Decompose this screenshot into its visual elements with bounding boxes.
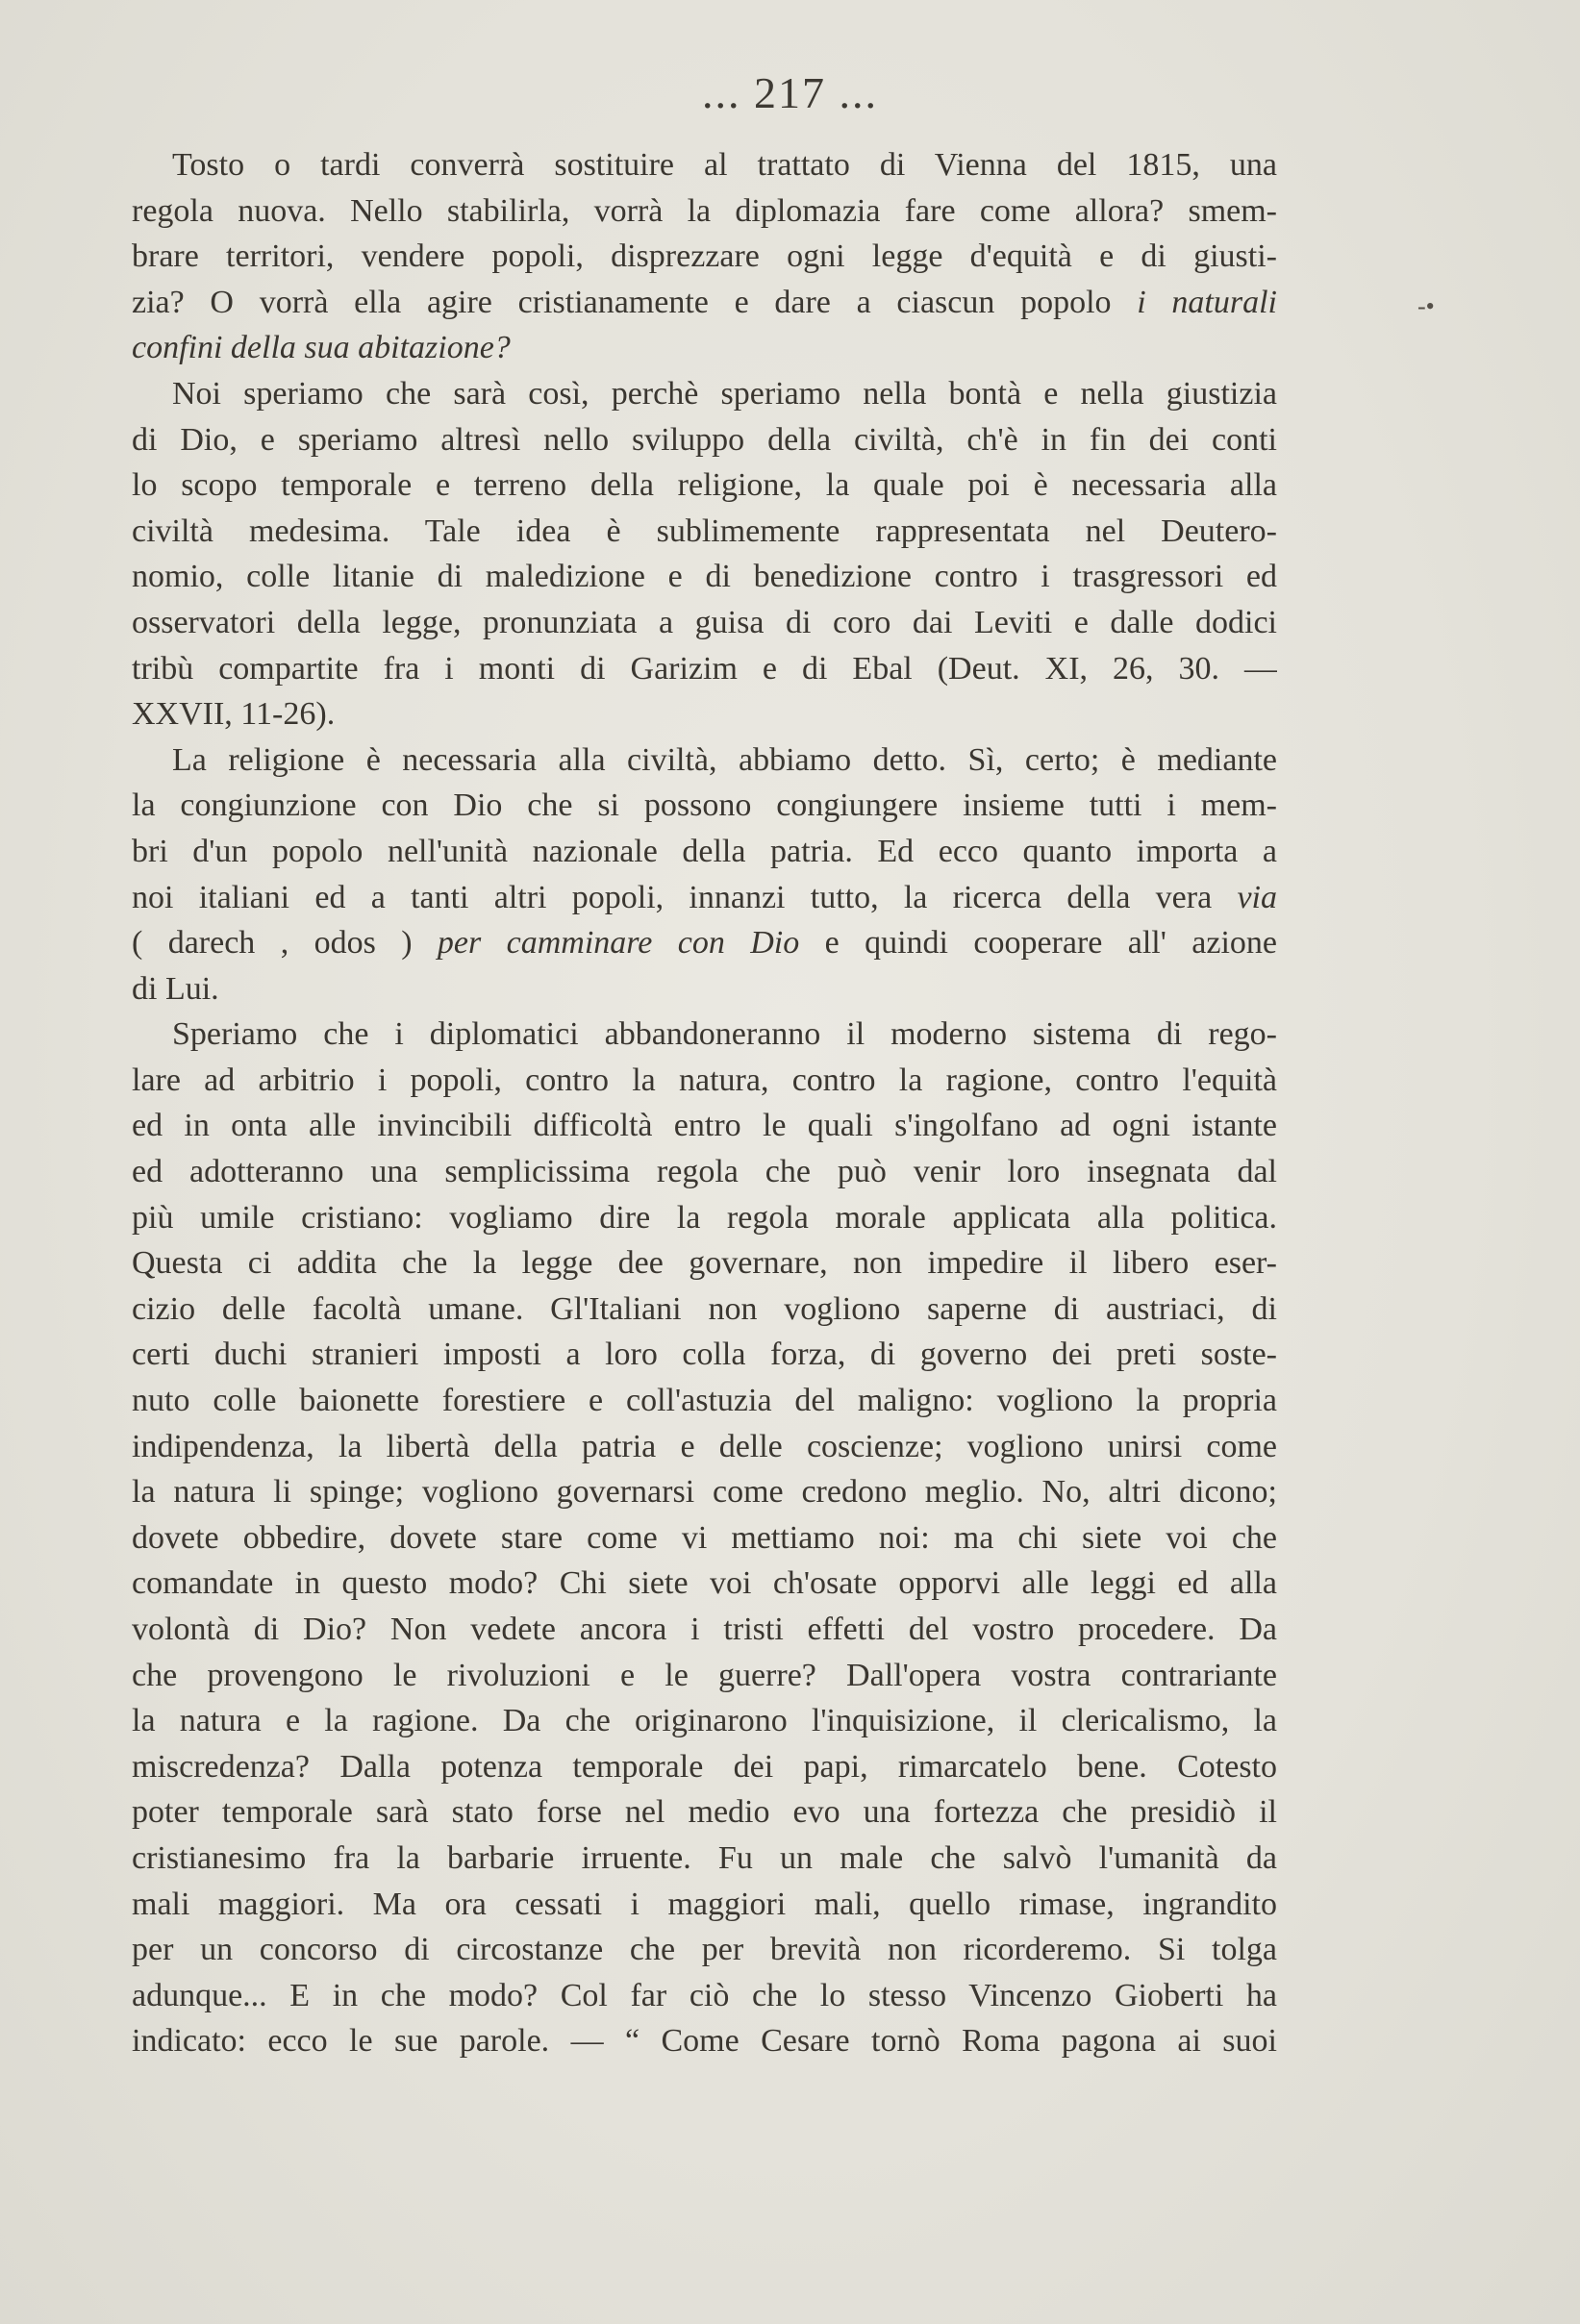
text-run: dovete obbedire, dovete stare come vi mettiamo noi: ma chi siete voi che — [132, 1519, 1277, 1556]
text-line — [132, 462, 1277, 509]
text-run: civiltà medesima. Tale idea è sublimemente rappresentata nel Deutero- — [132, 512, 1277, 549]
text-run: Speriamo che i diplomatici abbandoneranno il moderno sistema di rego- — [172, 1016, 1277, 1053]
text-run: ( darech , odos ) — [132, 925, 438, 962]
text-run: più umile cristiano: vogliamo dire la regola morale applicata alla politica. — [132, 1199, 1277, 1236]
text-line — [132, 1607, 1277, 1653]
margin-mark: -• — [1417, 292, 1435, 320]
text-run: comandate in questo modo? Chi siete voi ch'osate opporvi alle leggi ed alla — [132, 1565, 1277, 1602]
text-line — [132, 1424, 1277, 1470]
text-run: che provengono le rivoluzioni e le guerre? Dall'opera vostra contrariante — [132, 1657, 1277, 1693]
text-run: tribù compartite fra i monti di Garizim e di Ebal (Deut. XI, 26, 30. — — [132, 650, 1277, 687]
text-line — [132, 737, 1277, 784]
text-line — [132, 325, 1277, 371]
text-run: mali maggiori. Ma ora cessati i maggiori mali, quello rimase, ingrandito — [132, 1886, 1277, 1922]
italic-run: confini della sua abitazione? — [132, 330, 511, 366]
text-line — [132, 417, 1277, 463]
text-line — [132, 1378, 1277, 1424]
text-line — [132, 920, 1277, 966]
text-run: poter temporale sarà stato forse nel medio evo una fortezza che presidiò il — [132, 1794, 1277, 1831]
text-line — [132, 1287, 1277, 1333]
text-line — [132, 1332, 1277, 1378]
text-run: XXVII, 11-26). — [132, 696, 336, 733]
text-run: Questa ci addita che la legge dee governare, non impedire il libero eser- — [132, 1245, 1277, 1282]
text-line — [132, 600, 1277, 646]
italic-run: i naturali — [1137, 284, 1277, 320]
text-run: bri d'un popolo nell'unità nazionale della patria. Ed ecco quanto importa a — [132, 833, 1277, 869]
text-run: osservatori della legge, pronunziata a guisa di coro dai Leviti e dalle dodici — [132, 604, 1277, 640]
text-run: indicato: ecco le sue parole. — “ Come Cesare tornò Roma pagona ai suoi — [132, 2023, 1277, 2060]
text-line — [132, 280, 1277, 326]
text-run: adunque... E in che modo? Col far ciò che lo stesso Vincenzo Gioberti ha — [132, 1977, 1277, 2013]
text-line — [132, 1744, 1277, 1790]
text-line — [132, 875, 1277, 921]
text-line — [132, 966, 1277, 1012]
text-run: zia? O vorrà ella agire cristianamente e dare a ciascun popolo — [132, 284, 1138, 320]
text-line — [132, 1789, 1277, 1836]
text-line — [132, 1240, 1277, 1287]
text-line — [132, 1882, 1277, 1928]
text-run: nuto colle baionette forestiere e coll'astuzia del maligno: vogliono la propria — [132, 1383, 1277, 1419]
text-run: miscredenza? Dalla potenza temporale dei papi, rimarcatelo bene. Cotesto — [132, 1748, 1277, 1785]
text-run: regola nuova. Nello stabilirla, vorrà la diplomazia fare come allora? smem- — [132, 192, 1277, 229]
text-line — [132, 691, 1277, 737]
text-line — [132, 1058, 1277, 1104]
text-line — [132, 1515, 1277, 1562]
text-run: di Lui. — [132, 970, 219, 1007]
text-line — [132, 1012, 1277, 1058]
text-run: per un concorso di circostanze che per brevità non ricorderemo. Si tolga — [132, 1932, 1277, 1968]
text-line — [132, 1195, 1277, 1241]
text-run: ed in onta alle invincibili difficoltà entro le quali s'ingolfano ad ogni istante — [132, 1108, 1277, 1144]
text-line — [132, 1836, 1277, 1882]
text-line — [132, 142, 1277, 188]
text-run: cristianesimo fra la barbarie irruente. Fu un male che salvò l'umanità da — [132, 1839, 1277, 1876]
text-run: volontà di Dio? Non vedete ancora i tristi effetti del vostro procedere. Da — [132, 1612, 1277, 1647]
text-run: e quindi cooperare all' azione — [799, 925, 1277, 962]
body-text — [132, 142, 1277, 2064]
text-run: la congiunzione con Dio che si possono congiungere insieme tutti i mem- — [132, 787, 1277, 824]
text-run: Noi speriamo che sarà così, perchè speriamo nella bontà e nella giustizia — [172, 375, 1277, 412]
text-line — [132, 188, 1277, 235]
text-run: di Dio, e speriamo altresì nello sviluppo della civiltà, ch'è in fin dei conti — [132, 421, 1277, 458]
text-line — [132, 554, 1277, 600]
text-run: noi italiani ed a tanti altri popoli, innanzi tutto, la ricerca della vera — [132, 879, 1238, 915]
text-run: la natura e la ragione. Da che originarono l'inquisizione, il clericalismo, la — [132, 1703, 1277, 1739]
text-run: Tosto o tardi converrà sostituire al trattato di Vienna del 1815, una — [172, 147, 1277, 183]
text-line — [132, 783, 1277, 829]
text-line — [132, 1653, 1277, 1699]
text-run: La religione è necessaria alla civiltà, abbiamo detto. Sì, certo; è mediante — [172, 741, 1277, 778]
text-run: la natura li spinge; vogliono governarsi come credono meglio. No, altri dicono; — [132, 1474, 1277, 1511]
text-line — [132, 1561, 1277, 1607]
text-line — [132, 234, 1277, 280]
text-line — [132, 1103, 1277, 1149]
text-run: lare ad arbitrio i popoli, contro la natura, contro la ragione, contro l'equità — [132, 1062, 1277, 1098]
text-run: brare territori, vendere popoli, disprezzare ogni legge d'equità e di giusti- — [132, 238, 1277, 275]
text-run: nomio, colle litanie di maledizione e di benedizione contro i trasgressori ed — [132, 559, 1277, 595]
italic-run: per camminare con Dio — [437, 925, 800, 962]
text-line — [132, 646, 1277, 692]
text-run: indipendenza, la libertà della patria e delle coscienze; vogliono unirsi come — [132, 1428, 1277, 1464]
text-run: ed adotteranno una semplicissima regola che può venir loro insegnata dal — [132, 1154, 1277, 1190]
text-line — [132, 1469, 1277, 1515]
text-line — [132, 829, 1277, 875]
text-line — [132, 371, 1277, 417]
text-line — [132, 2018, 1277, 2064]
text-line — [132, 1973, 1277, 2019]
text-run: certi duchi stranieri imposti a loro colla forza, di governo dei preti soste- — [132, 1337, 1277, 1373]
text-line — [132, 1698, 1277, 1744]
text-line — [132, 1927, 1277, 1973]
text-run: lo scopo temporale e terreno della religione, la quale poi è necessaria alla — [132, 467, 1277, 504]
text-line — [132, 509, 1277, 555]
text-line — [132, 1149, 1277, 1195]
text-run: cizio delle facoltà umane. Gl'Italiani non vogliono saperne di austriaci, di — [132, 1290, 1277, 1327]
italic-run: via — [1237, 879, 1277, 915]
page-number: ... 217 ... — [702, 68, 878, 117]
